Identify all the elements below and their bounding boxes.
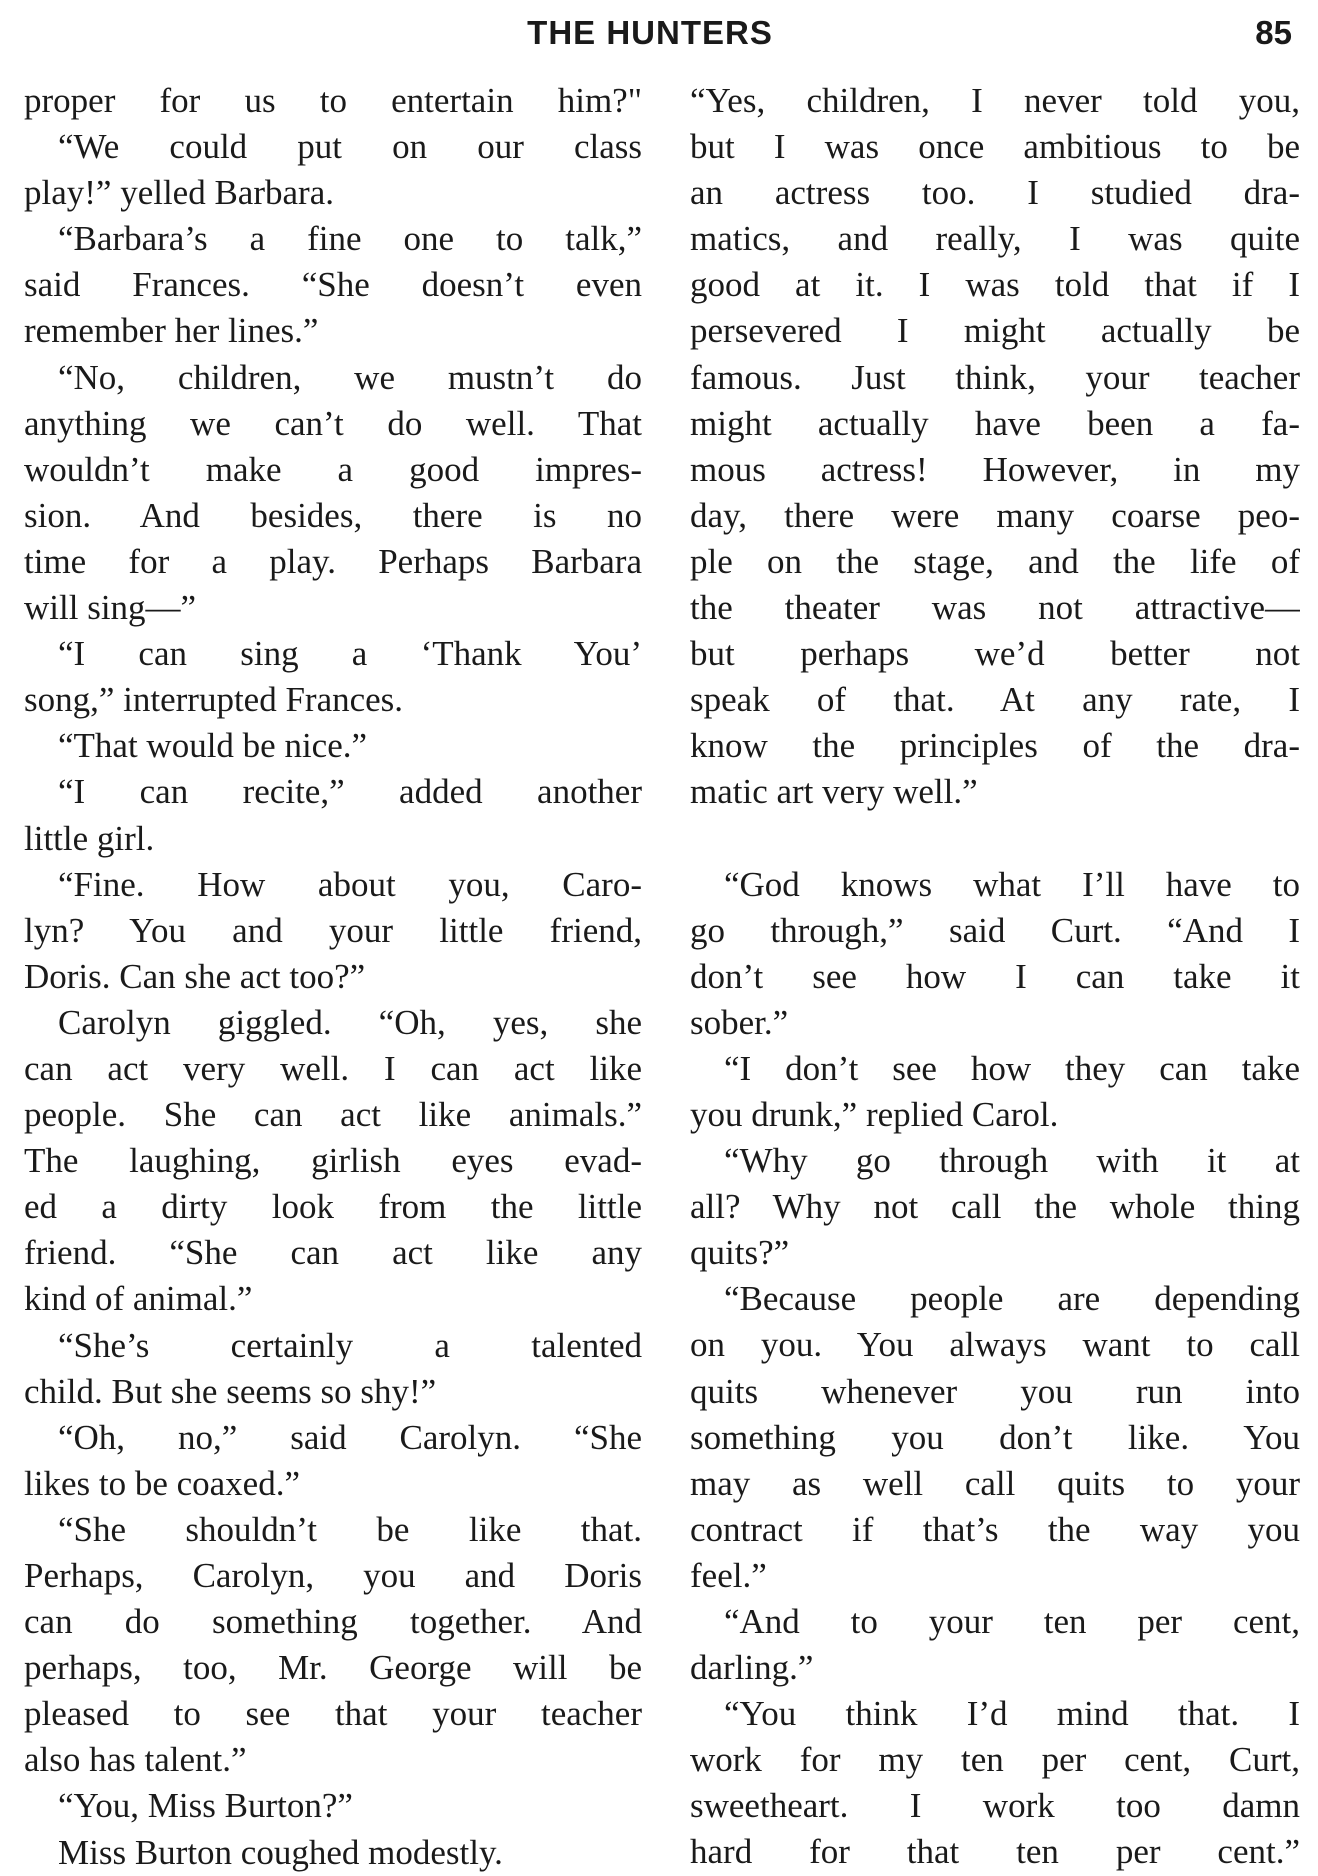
- text-line: anything we can’t do well. That: [24, 403, 642, 443]
- text-line: time for a play. Perhaps Barbara: [24, 541, 642, 581]
- text-line: day, there were many coarse peo-: [690, 495, 1300, 535]
- text-line: quits?”: [690, 1233, 790, 1273]
- text-line: “Yes, children, I never told you,: [690, 81, 1300, 120]
- text-line: “Fine. How about you, Caro-: [58, 864, 642, 904]
- text-line: hard for that ten per cent.”: [690, 1832, 1300, 1872]
- text-line: “And to your ten per cent,: [724, 1602, 1300, 1641]
- page-header: [0, 14, 1318, 64]
- right-column: [690, 78, 1300, 1876]
- text-line: “I don’t see how they can take: [724, 1048, 1300, 1088]
- text-line: might actually have been a fa-: [690, 403, 1300, 443]
- text-line: matics, and really, I was quite: [690, 219, 1300, 259]
- text-line: “She’s certainly a talented: [58, 1325, 642, 1365]
- text-line: feel.”: [690, 1555, 767, 1595]
- text-line: all? Why not call the whole thing: [690, 1187, 1300, 1227]
- text-line: mous actress! However, in my: [690, 449, 1300, 489]
- running-title: THE HUNTERS: [527, 14, 773, 51]
- text-line: Doris. Can she act too?”: [24, 956, 366, 996]
- text-line: persevered I might actually be: [690, 311, 1300, 351]
- text-line: said Frances. “She doesn’t even: [24, 265, 642, 305]
- text-line: will sing—”: [24, 588, 197, 628]
- text-line: “I can sing a ‘Thank You’: [58, 634, 642, 674]
- text-line: Miss Burton coughed modestly.: [58, 1832, 503, 1872]
- text-line: “I can recite,” added another: [58, 772, 642, 812]
- text-line: ed a dirty look from the little: [24, 1187, 642, 1227]
- text-line: “Why go through with it at: [724, 1141, 1300, 1181]
- text-line: darling.”: [690, 1648, 814, 1688]
- text-line: sober.”: [690, 1002, 789, 1042]
- text-line: “You, Miss Burton?”: [58, 1786, 353, 1826]
- text-line: “You think I’d mind that. I: [724, 1694, 1300, 1734]
- text-line: go through,” said Curt. “And I: [690, 910, 1300, 950]
- text-line: you drunk,” replied Carol.: [690, 1094, 1059, 1134]
- text-line: proper for us to entertain him?": [24, 81, 642, 120]
- text-line: “Because people are depending: [724, 1279, 1300, 1319]
- text-line: “God knows what I’ll have to: [724, 864, 1300, 904]
- text-line: don’t see how I can take it: [690, 956, 1300, 996]
- text-line: sweetheart. I work too damn: [690, 1786, 1300, 1826]
- text-line: people. She can act like animals.”: [24, 1095, 642, 1135]
- text-line: also has talent.”: [24, 1740, 247, 1780]
- page-number: 85: [1255, 14, 1292, 51]
- text-line: something you don’t like. You: [690, 1417, 1300, 1457]
- text-line: wouldn’t make a good impres-: [24, 449, 642, 489]
- text-line: play!” yelled Barbara.: [24, 173, 334, 213]
- text-line: speak of that. At any rate, I: [690, 680, 1300, 720]
- text-line: The laughing, girlish eyes evad-: [24, 1141, 642, 1181]
- text-line: ple on the stage, and the life of: [690, 541, 1300, 581]
- left-column: [24, 78, 642, 1876]
- text-line: Perhaps, Carolyn, you and Doris: [24, 1556, 642, 1595]
- text-line: likes to be coaxed.”: [24, 1463, 301, 1503]
- text-line: pleased to see that your teacher: [24, 1694, 642, 1734]
- text-line: contract if that’s the way you: [690, 1509, 1300, 1549]
- text-line: remember her lines.”: [24, 311, 319, 351]
- text-line: famous. Just think, your teacher: [690, 357, 1300, 397]
- text-line: “Barbara’s a fine one to talk,”: [58, 219, 642, 259]
- text-line: work for my ten per cent, Curt,: [690, 1740, 1300, 1780]
- text-line: kind of animal.”: [24, 1279, 253, 1319]
- text-line: Carolyn giggled. “Oh, yes, she: [58, 1002, 642, 1042]
- text-line: song,” interrupted Frances.: [24, 680, 404, 720]
- text-line: child. But she seems so shy!”: [24, 1371, 437, 1411]
- text-line: sion. And besides, there is no: [24, 495, 642, 535]
- text-line: “She shouldn’t be like that.: [58, 1509, 642, 1549]
- section-break: [690, 816, 1300, 862]
- text-line: on you. You always want to call: [690, 1325, 1300, 1365]
- text-line: may as well call quits to your: [690, 1463, 1300, 1503]
- text-line: can do something together. And: [24, 1602, 642, 1642]
- text-line: “No, children, we mustn’t do: [58, 357, 642, 397]
- text-line: “That would be nice.”: [58, 726, 368, 766]
- text-line: an actress too. I studied dra-: [690, 173, 1300, 213]
- text-line: can act very well. I can act like: [24, 1048, 642, 1088]
- text-line: but I was once ambitious to be: [690, 127, 1300, 167]
- text-line: know the principles of the dra-: [690, 726, 1300, 766]
- text-line: perhaps, too, Mr. George will be: [24, 1648, 642, 1688]
- text-line: little girl.: [24, 818, 155, 858]
- text-line: lyn? You and your little friend,: [24, 910, 642, 950]
- text-line: matic art very well.”: [690, 772, 978, 812]
- text-line: the theater was not attractive—: [690, 588, 1300, 628]
- text-line: “Oh, no,” said Carolyn. “She: [58, 1417, 642, 1457]
- text-line: quits whenever you run into: [690, 1371, 1300, 1411]
- text-line: good at it. I was told that if I: [690, 265, 1300, 305]
- text-line: friend. “She can act like any: [24, 1233, 642, 1273]
- text-line: “We could put on our class: [58, 127, 642, 167]
- text-line: but perhaps we’d better not: [690, 634, 1300, 674]
